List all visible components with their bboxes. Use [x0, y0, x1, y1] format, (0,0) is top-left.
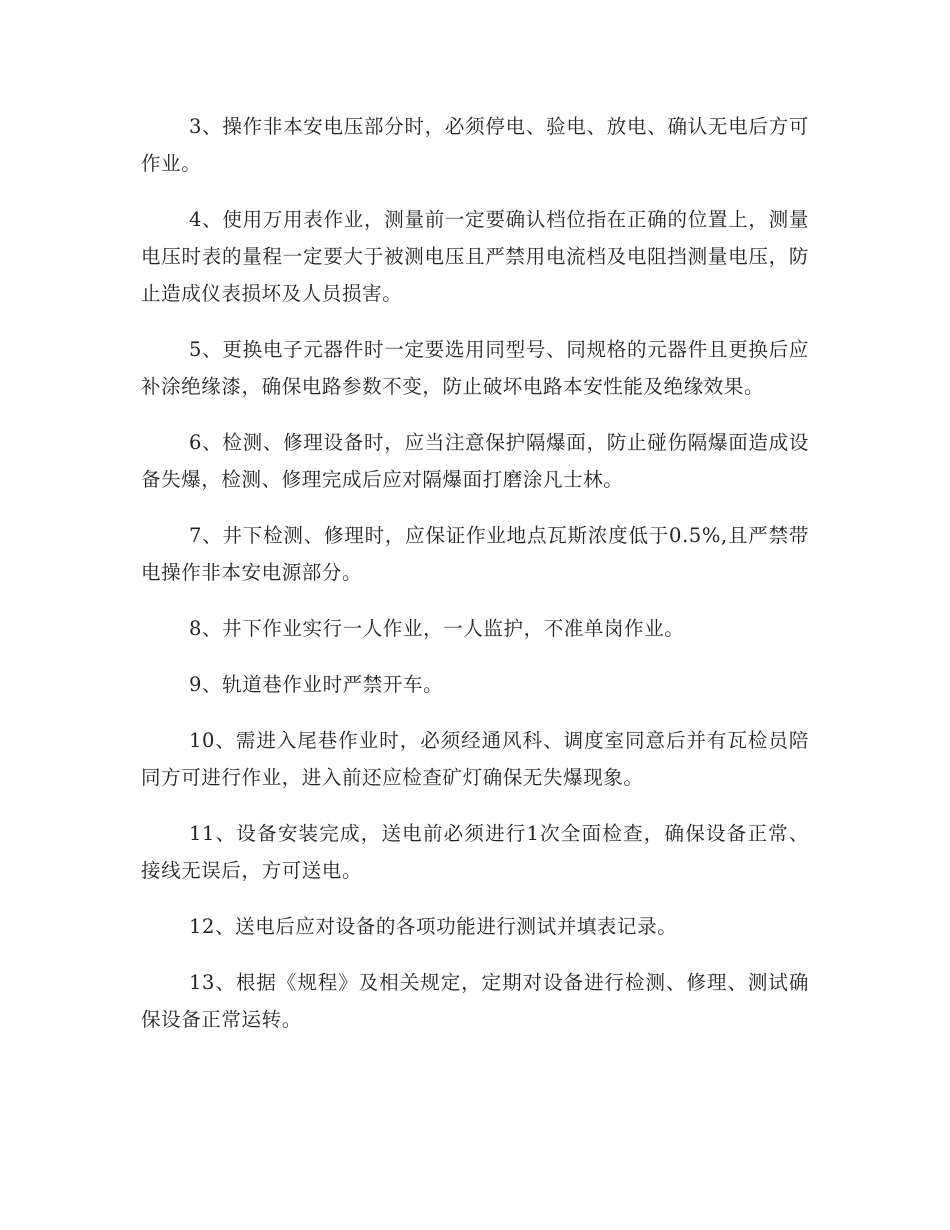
paragraph-item-13: 13、根据《规程》及相关规定，定期对设备进行检测、修理、测试确保设备正常运转。 [141, 971, 809, 1031]
paragraph-item-12: 12、送电后应对设备的各项功能进行测试并填表记录。 [189, 915, 678, 938]
paragraph-item-7: 7、井下检测、修理时，应保证作业地点瓦斯浓度低于0.5%,且严禁带电操作非本安电源部分。 [141, 524, 809, 584]
paragraph-item-5: 5、更换电子元器件时一定要选用同型号、同规格的元器件且更换后应补涂绝缘漆，确保电路参数不变，防止破坏电路本安性能及绝缘效果。 [141, 338, 809, 398]
paragraph-item-11: 11、设备安装完成，送电前必须进行1次全面检查，确保设备正常、接线无误后，方可送电。 [141, 822, 809, 882]
document-body [141, 108, 809, 1057]
paragraph-item-8: 8、井下作业实行一人作业，一人监护，不准单岗作业。 [189, 617, 685, 640]
paragraph-item-6: 6、检测、修理设备时，应当注意保护隔爆面，防止碰伤隔爆面造成设备失爆，检测、修理完成后应对隔爆面打磨涂凡士林。 [141, 431, 809, 491]
paragraph-item-4: 4、使用万用表作业，测量前一定要确认档位指在正确的位置上，测量电压时表的量程一定要大于被测电压且严禁用电流档及电阻挡测量电压，防止造成仪表损坏及人员损害。 [141, 208, 809, 305]
paragraph-item-10: 10、需进入尾巷作业时，必须经通风科、调度室同意后并有瓦检员陪同方可进行作业，进入前还应检查矿灯确保无失爆现象。 [141, 729, 809, 789]
paragraph-item-3: 3、操作非本安电压部分时，必须停电、验电、放电、确认无电后方可作业。 [141, 115, 809, 175]
paragraph-item-9: 9、轨道巷作业时严禁开车。 [189, 673, 444, 696]
